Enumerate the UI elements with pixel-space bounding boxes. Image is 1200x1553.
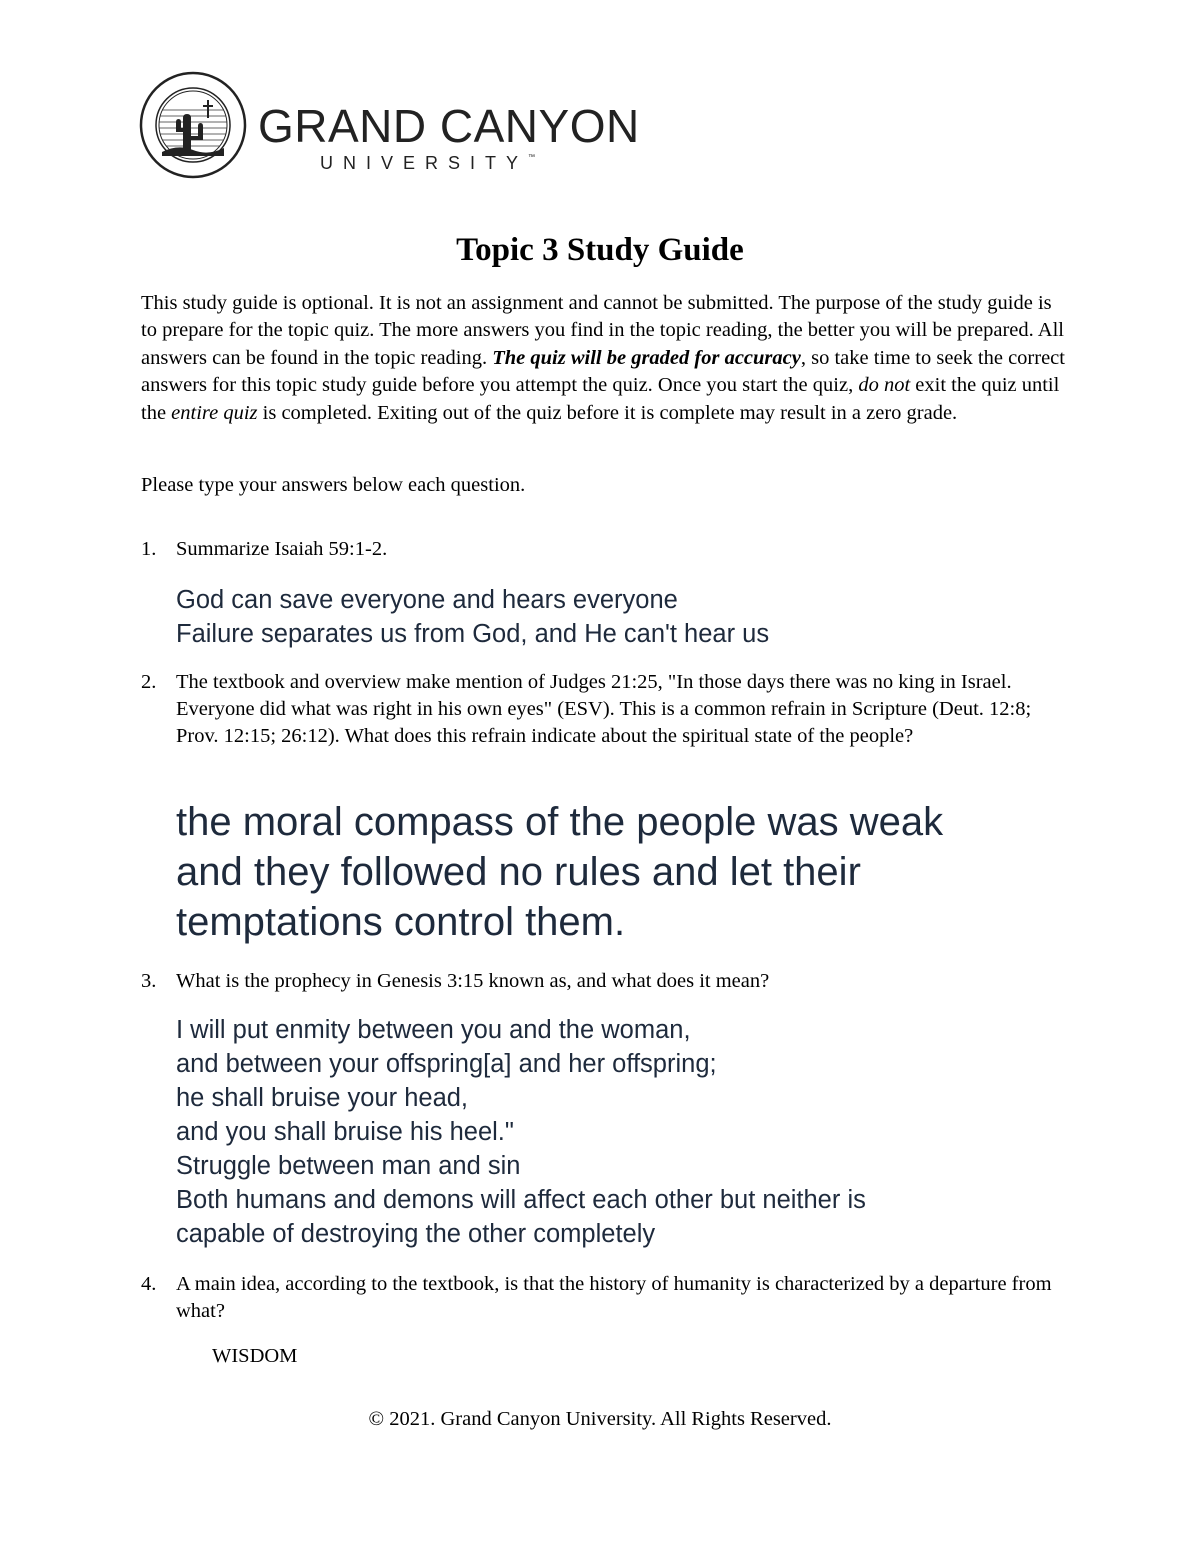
wordmark-university: UNIVERSITY™	[320, 153, 536, 173]
answer-text[interactable]: I will put enmity between you and the woman, and between your offspring[a] and her offspring; he shall bruise your head, and you shall bruise his heel." Struggle between man and sin Both humans and demons will affect each other but neither is capable of destroying the other completely	[176, 1016, 866, 1248]
copyright-footer: © 2021. Grand Canyon University. All Rights Reserved.	[368, 1408, 832, 1430]
trademark-symbol: ™	[528, 154, 536, 161]
emphasis-graded: The quiz will be graded for accuracy	[492, 346, 801, 369]
wordmark-grand-canyon: GRAND CANYON	[258, 100, 640, 152]
question-number: 1.	[141, 538, 157, 560]
university-logo	[138, 70, 640, 180]
question-text: What is the prophecy in Genesis 3:15 known as, and what does it mean?	[176, 970, 770, 992]
question-text: Summarize Isaiah 59:1-2.	[176, 538, 388, 560]
question-number: 3.	[141, 970, 157, 992]
university-seal-icon	[138, 70, 248, 180]
page-title: Topic 3 Study Guide	[456, 232, 744, 268]
answer-text[interactable]: the moral compass of the people was weak and they followed no rules and let their temptations control them.	[176, 800, 944, 944]
instruction-text: Please type your answers below each question.	[141, 474, 526, 496]
emphasis-do-not: do not	[858, 374, 911, 397]
emphasis-entire-quiz: entire quiz	[171, 401, 258, 424]
answer-text[interactable]: WISDOM	[212, 1345, 298, 1367]
question-number: 4.	[141, 1273, 157, 1295]
question-text: The textbook and overview make mention of Judges 21:25, "In those days there was no king in Israel. Everyone did what was right in his own eyes" (ESV). This is a common refrain in Scripture (Deut. 12:8; Prov. 12:15; 26:12). What does this refrain indicate about the spiritual state of the people?	[176, 671, 1032, 747]
answer-text[interactable]: God can save everyone and hears everyone Failure separates us from God, and He can't hear us	[176, 586, 770, 648]
question-number: 2.	[141, 671, 157, 693]
question-text: A main idea, according to the textbook, is that the history of humanity is characterized by a departure from what?	[176, 1273, 1052, 1322]
intro-paragraph: This study guide is optional. It is not an assignment and cannot be submitted. The purpose of the study guide is to prepare for the topic quiz. The more answers you find in the topic reading, the better you will be prepared. All answers can be found in the topic reading. The quiz will be graded for accuracy, so take time to seek the correct answers for this topic study guide before you attempt the quiz. Once you start the quiz, do not exit the quiz until the entire quiz is completed. Exiting out of the quiz before it is complete may result in a zero grade.	[141, 292, 1065, 424]
